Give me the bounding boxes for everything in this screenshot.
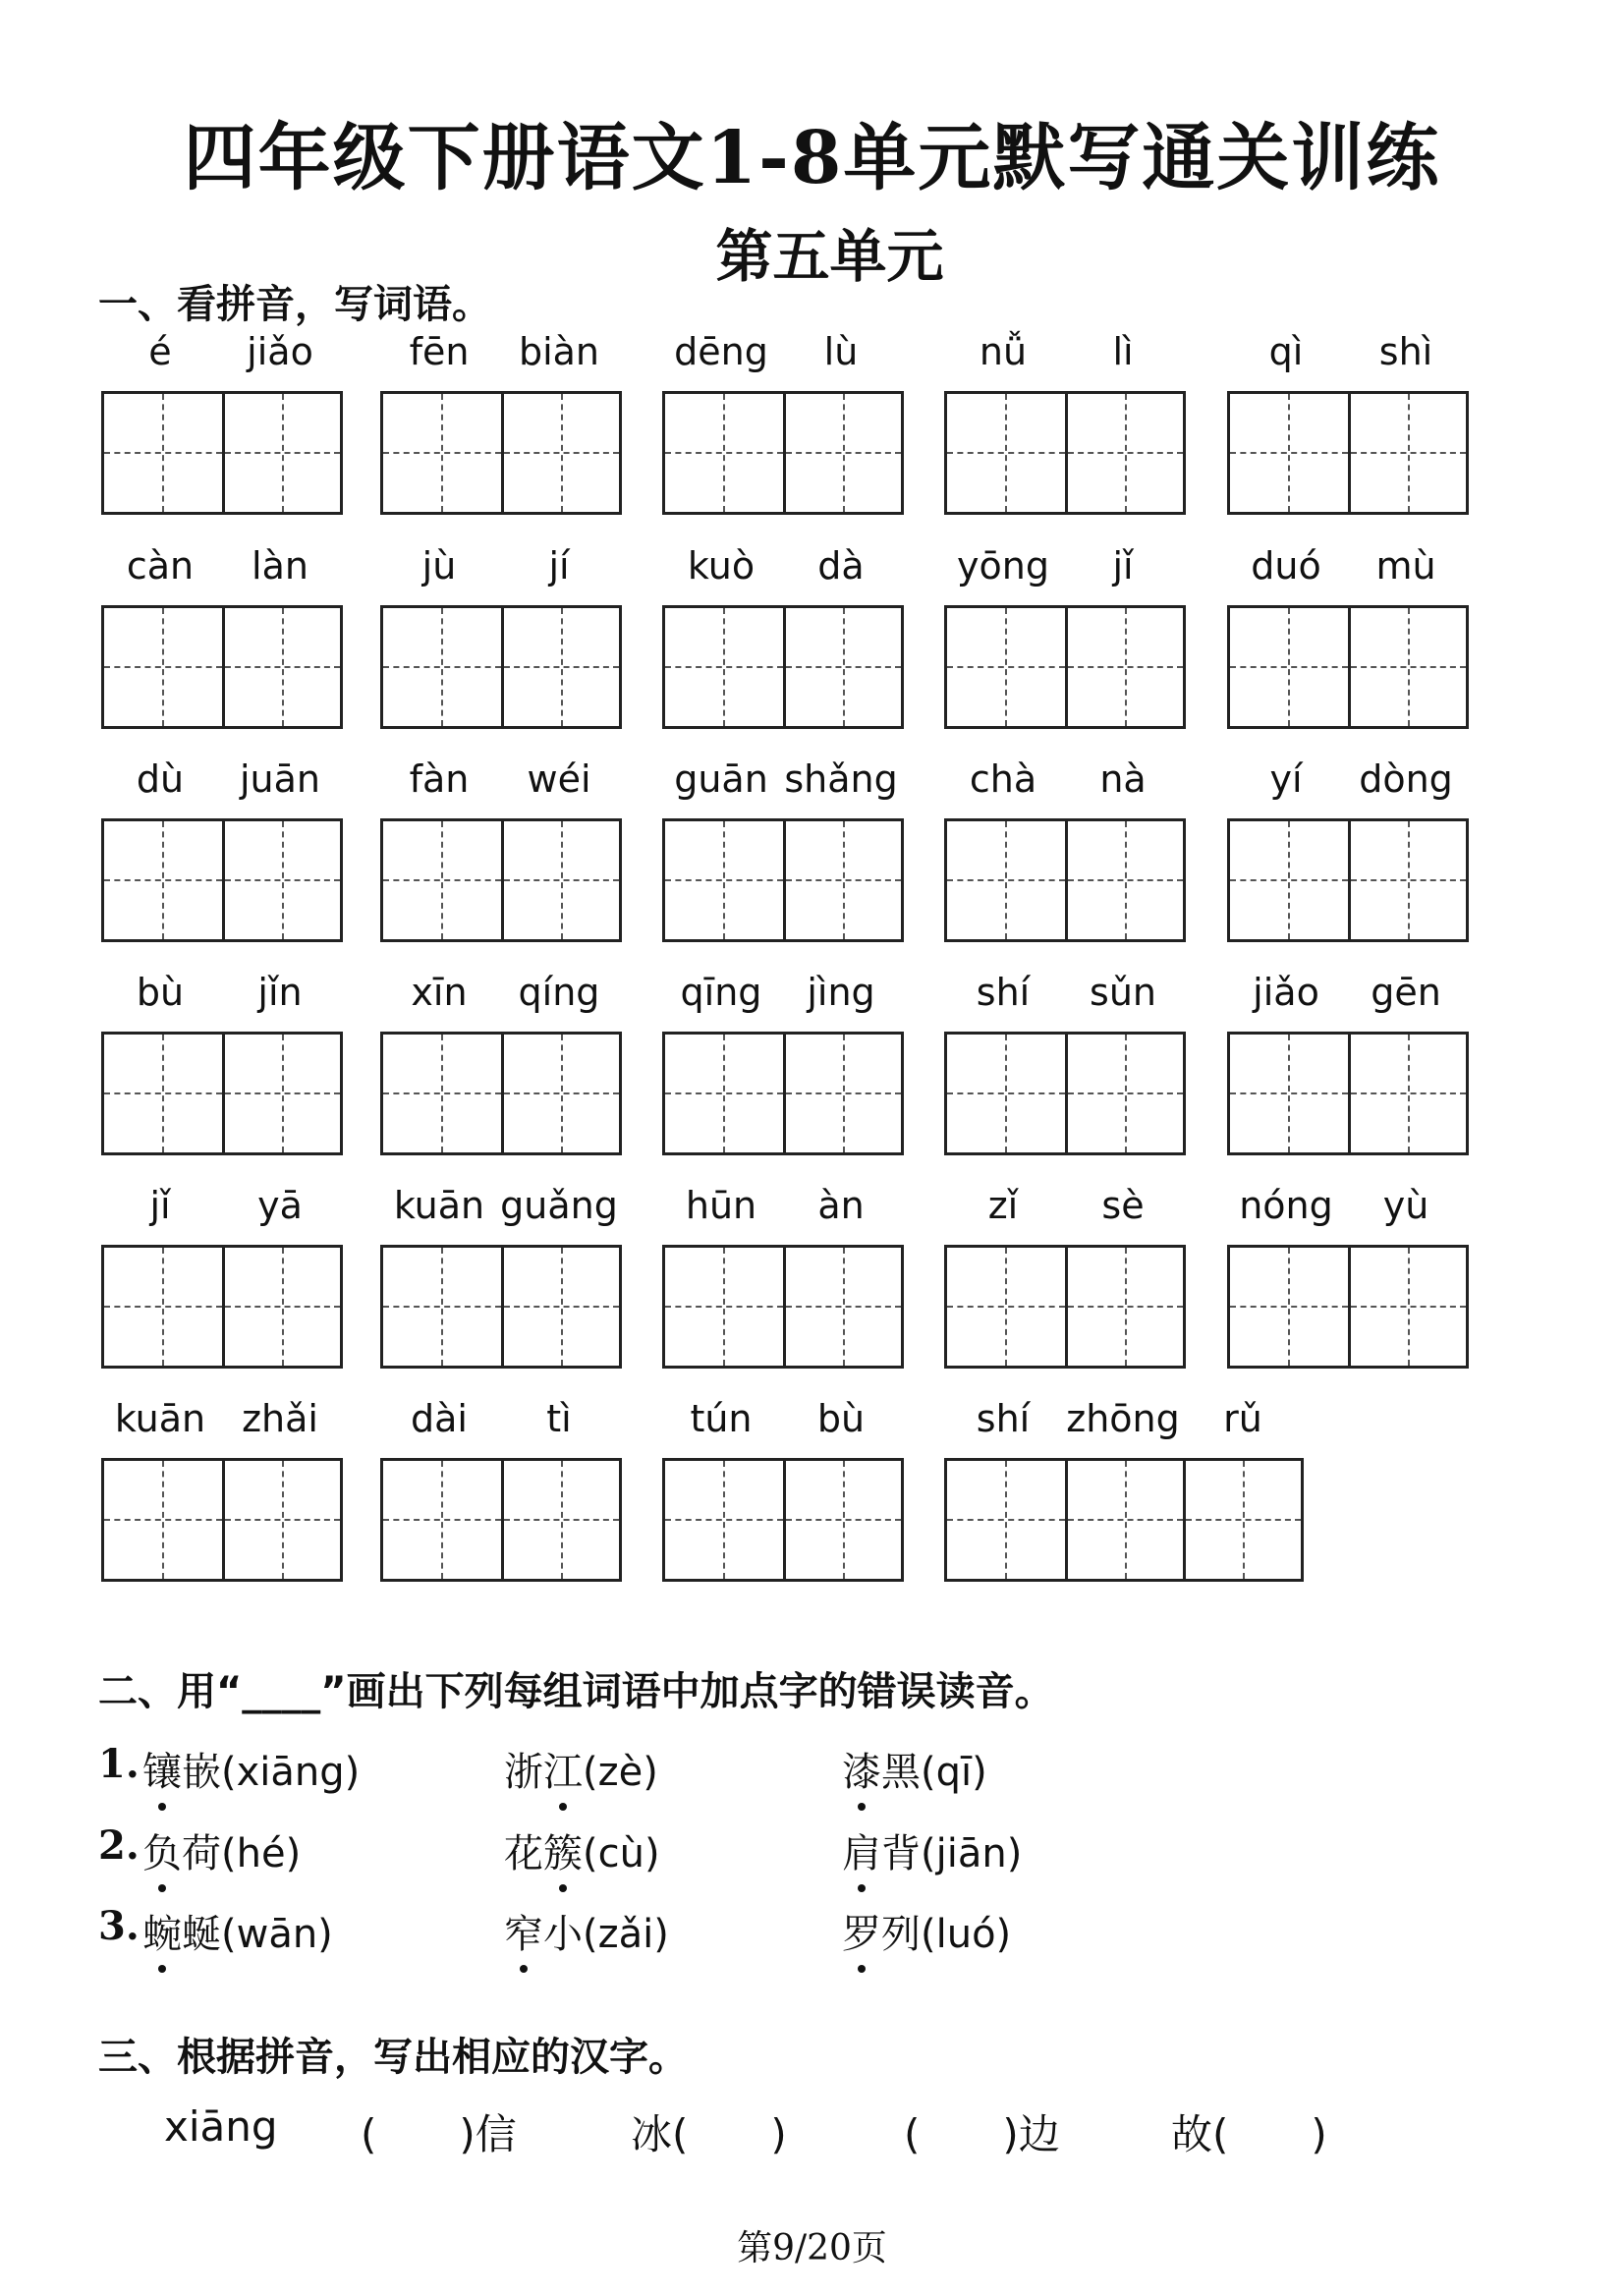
writing-box-group[interactable] [662,391,904,515]
pinyin-syllable: fēn [409,330,470,373]
fill-blank-item[interactable]: ( )边 [904,2110,1060,2158]
writing-box-group[interactable] [944,818,1186,942]
pinyin-syllable: àn [817,1184,865,1227]
pinyin-syllable: biàn [518,330,600,373]
writing-cell[interactable] [1348,821,1466,939]
writing-cell[interactable] [947,821,1065,939]
pinyin-syllable: sǔn [1090,971,1156,1014]
pinyin-syllable: yù [1382,1184,1429,1227]
writing-cell[interactable] [1348,1248,1466,1366]
dotted-character: 窄 [504,1903,543,1959]
writing-cell[interactable] [783,1248,901,1366]
writing-cell[interactable] [383,608,501,726]
pinyin-syllable: qì [1268,330,1304,373]
word-with-reading[interactable] [142,1741,360,1797]
pinyin-syllable: càn [126,544,195,588]
writing-cell[interactable] [222,821,340,939]
writing-cell[interactable] [222,1248,340,1366]
writing-box-group[interactable] [662,818,904,942]
pinyin-syllable: lù [823,330,859,373]
pinyin-syllable: rǔ [1223,1397,1262,1440]
pinyin-prompt: xiāng [164,2102,278,2151]
fill-blank-item[interactable]: 冰( ) [631,2110,787,2158]
pinyin-syllable: dà [817,544,865,588]
pinyin-syllable: jí [548,544,570,588]
writing-cell[interactable] [104,608,222,726]
writing-cell[interactable] [665,1035,783,1152]
pinyin-syllable: nà [1099,757,1147,801]
writing-cell[interactable] [783,821,901,939]
pinyin-syllable: guǎng [500,1184,618,1227]
dotted-character: 罗 [842,1903,881,1959]
writing-cell[interactable] [222,608,340,726]
writing-cell[interactable] [783,1035,901,1152]
writing-box-group[interactable] [944,605,1186,729]
pinyin-syllable: mù [1375,544,1436,588]
pinyin-syllable: bù [816,1397,866,1440]
pinyin-syllable: sè [1101,1184,1145,1227]
pinyin-syllable: shí [976,1397,1031,1440]
writing-box-group[interactable] [1227,1245,1469,1369]
writing-box-group[interactable] [1227,818,1469,942]
word-reading: 荷(hé) [182,1831,302,1876]
writing-cell[interactable] [1065,1035,1183,1152]
writing-cell[interactable] [1183,1461,1301,1579]
writing-cell[interactable] [383,821,501,939]
pinyin-syllable: nóng [1239,1184,1333,1227]
question-number: 3. [98,1903,140,1949]
writing-cell[interactable] [783,394,901,512]
word-reading: (cù) [583,1831,660,1876]
writing-cell[interactable] [501,394,619,512]
word-with-reading[interactable] [142,1903,333,1959]
word-reading: 小(zǎi) [543,1912,669,1957]
writing-box-group[interactable] [101,1458,343,1582]
pinyin-syllable: jù [421,544,457,588]
writing-cell[interactable] [104,394,222,512]
pinyin-syllable: duó [1251,544,1321,588]
writing-cell[interactable] [1348,394,1466,512]
word-reading: (zè) [583,1750,658,1795]
pinyin-syllable: guān [674,757,768,801]
dotted-character: 簇 [543,1822,583,1878]
writing-cell[interactable] [383,1035,501,1152]
dotted-character: 漆 [842,1741,881,1797]
writing-cell[interactable] [1348,1035,1466,1152]
section3-heading: 三、根据拼音，写出相应的汉字。 [98,2035,688,2080]
pinyin-syllable: yōng [957,544,1049,588]
writing-box-group[interactable] [380,1245,622,1369]
writing-cell[interactable] [501,608,619,726]
pinyin-syllable: tún [690,1397,753,1440]
word-with-reading[interactable] [842,1903,1011,1959]
writing-cell[interactable] [665,821,783,939]
pinyin-syllable: fàn [409,757,470,801]
writing-cell[interactable] [501,1248,619,1366]
word-reading: 列(luó) [881,1912,1012,1957]
pinyin-syllable: tì [546,1397,572,1440]
word-prefix: 浙 [504,1750,543,1795]
writing-cell[interactable] [665,394,783,512]
pinyin-syllable: bù [136,971,185,1014]
writing-box-group[interactable] [1227,1032,1469,1155]
pinyin-syllable: é [148,330,172,373]
dotted-character: 镶 [142,1741,182,1797]
writing-box-group[interactable] [1227,605,1469,729]
writing-cell[interactable] [1065,394,1183,512]
writing-box-group[interactable] [944,391,1186,515]
writing-cell[interactable] [501,1035,619,1152]
pinyin-syllable: dài [411,1397,468,1440]
word-reading: 蜒(wān) [182,1912,333,1957]
writing-cell[interactable] [1065,608,1183,726]
writing-cell[interactable] [947,1248,1065,1366]
pinyin-syllable: hūn [685,1184,757,1227]
writing-cell[interactable] [947,394,1065,512]
word-reading: 背(jiān) [881,1831,1023,1876]
writing-cell[interactable] [947,1461,1065,1579]
writing-cell[interactable] [1065,821,1183,939]
writing-box-group[interactable] [380,391,622,515]
word-reading: 嵌(xiāng) [182,1750,361,1795]
pinyin-syllable: wéi [527,757,591,801]
writing-cell[interactable] [665,1461,783,1579]
pinyin-syllable: kuān [114,1397,206,1440]
pinyin-syllable: kuò [687,544,756,588]
writing-cell[interactable] [1065,1461,1183,1579]
word-with-reading[interactable] [504,1903,669,1959]
pinyin-syllable: zhǎi [242,1397,318,1440]
writing-cell[interactable] [222,1035,340,1152]
writing-cell[interactable] [222,1461,340,1579]
pinyin-syllable: jiǎo [1253,971,1319,1014]
word-prefix: 花 [504,1831,543,1876]
writing-cell[interactable] [383,1248,501,1366]
word-with-reading[interactable] [504,1741,658,1797]
pinyin-syllable: yā [257,1184,303,1227]
pinyin-syllable: nǚ [979,330,1028,373]
writing-cell[interactable] [783,1461,901,1579]
pinyin-syllable: kuān [393,1184,485,1227]
question-number: 2. [98,1822,140,1869]
word-reading: 黑(qī) [881,1750,987,1795]
writing-cell[interactable] [1230,1035,1348,1152]
pinyin-syllable: làn [252,544,308,588]
word-with-reading[interactable] [142,1822,301,1878]
writing-cell[interactable] [104,1461,222,1579]
writing-cell[interactable] [383,1461,501,1579]
pinyin-syllable: shì [1378,330,1433,373]
section1-heading: 一、看拼音，写词语。 [98,282,491,327]
pinyin-syllable: jǐ [1112,544,1134,588]
writing-cell[interactable] [104,1035,222,1152]
writing-cell[interactable] [1230,394,1348,512]
writing-cell[interactable] [1230,1248,1348,1366]
writing-box-group[interactable] [944,1245,1186,1369]
writing-box-group[interactable] [380,1458,622,1582]
writing-cell[interactable] [501,1461,619,1579]
unit-subtitle: 第五单元 [715,223,944,290]
writing-box-group[interactable] [944,1458,1304,1582]
pinyin-syllable: zhōng [1066,1397,1180,1440]
word-with-reading[interactable] [842,1822,1022,1878]
writing-box-group[interactable] [662,1032,904,1155]
writing-box-group[interactable] [662,1245,904,1369]
pinyin-syllable: xīn [411,971,468,1014]
writing-box-group[interactable] [101,818,343,942]
pinyin-syllable: gēn [1371,971,1441,1014]
word-with-reading[interactable] [842,1741,987,1797]
writing-cell[interactable] [783,608,901,726]
writing-box-group[interactable] [380,1032,622,1155]
page-number: 第9/20页 [737,2228,887,2268]
pinyin-syllable: dù [136,757,185,801]
writing-cell[interactable] [1348,608,1466,726]
writing-box-group[interactable] [101,1245,343,1369]
writing-cell[interactable] [104,821,222,939]
dotted-character: 负 [142,1822,182,1878]
word-with-reading[interactable] [504,1822,660,1878]
pinyin-syllable: dòng [1359,757,1453,801]
pinyin-syllable: zǐ [987,1184,1019,1227]
writing-box-group[interactable] [662,605,904,729]
question-number: 1. [98,1741,140,1787]
writing-box-group[interactable] [1227,391,1469,515]
writing-box-group[interactable] [101,605,343,729]
fill-blank-item[interactable]: 故( ) [1171,2110,1327,2158]
writing-box-group[interactable] [101,1032,343,1155]
writing-box-group[interactable] [380,605,622,729]
writing-cell[interactable] [501,821,619,939]
writing-cell[interactable] [947,1035,1065,1152]
pinyin-syllable: chà [969,757,1037,801]
pinyin-syllable: jǐ [149,1184,171,1227]
dotted-character: 肩 [842,1822,881,1878]
writing-box-group[interactable] [944,1032,1186,1155]
writing-cell[interactable] [1065,1248,1183,1366]
writing-cell[interactable] [222,394,340,512]
writing-cell[interactable] [665,608,783,726]
writing-box-group[interactable] [380,818,622,942]
pinyin-syllable: shǎng [784,757,898,801]
writing-cell[interactable] [383,394,501,512]
pinyin-syllable: shí [976,971,1031,1014]
writing-cell[interactable] [947,608,1065,726]
dotted-character: 蜿 [142,1903,182,1959]
writing-box-group[interactable] [662,1458,904,1582]
page-title: 四年级下册语文1-8单元默写通关训练 [183,116,1441,200]
writing-cell[interactable] [1230,608,1348,726]
writing-cell[interactable] [665,1248,783,1366]
pinyin-syllable: jìng [807,971,875,1014]
pinyin-syllable: dēng [674,330,768,373]
pinyin-syllable: jǐn [257,971,303,1014]
writing-cell[interactable] [104,1248,222,1366]
pinyin-syllable: lì [1112,330,1134,373]
pinyin-syllable: yí [1269,757,1303,801]
pinyin-syllable: qīng [680,971,762,1014]
pinyin-syllable: juān [239,757,320,801]
writing-cell[interactable] [1230,821,1348,939]
fill-blank-item[interactable]: ( )信 [361,2110,517,2158]
dotted-character: 江 [543,1741,583,1797]
pinyin-syllable: jiǎo [247,330,313,373]
pinyin-syllable: qíng [518,971,600,1014]
section2-heading: 二、用“____”画出下列每组词语中加点字的错误读音。 [98,1669,1054,1714]
writing-box-group[interactable] [101,391,343,515]
